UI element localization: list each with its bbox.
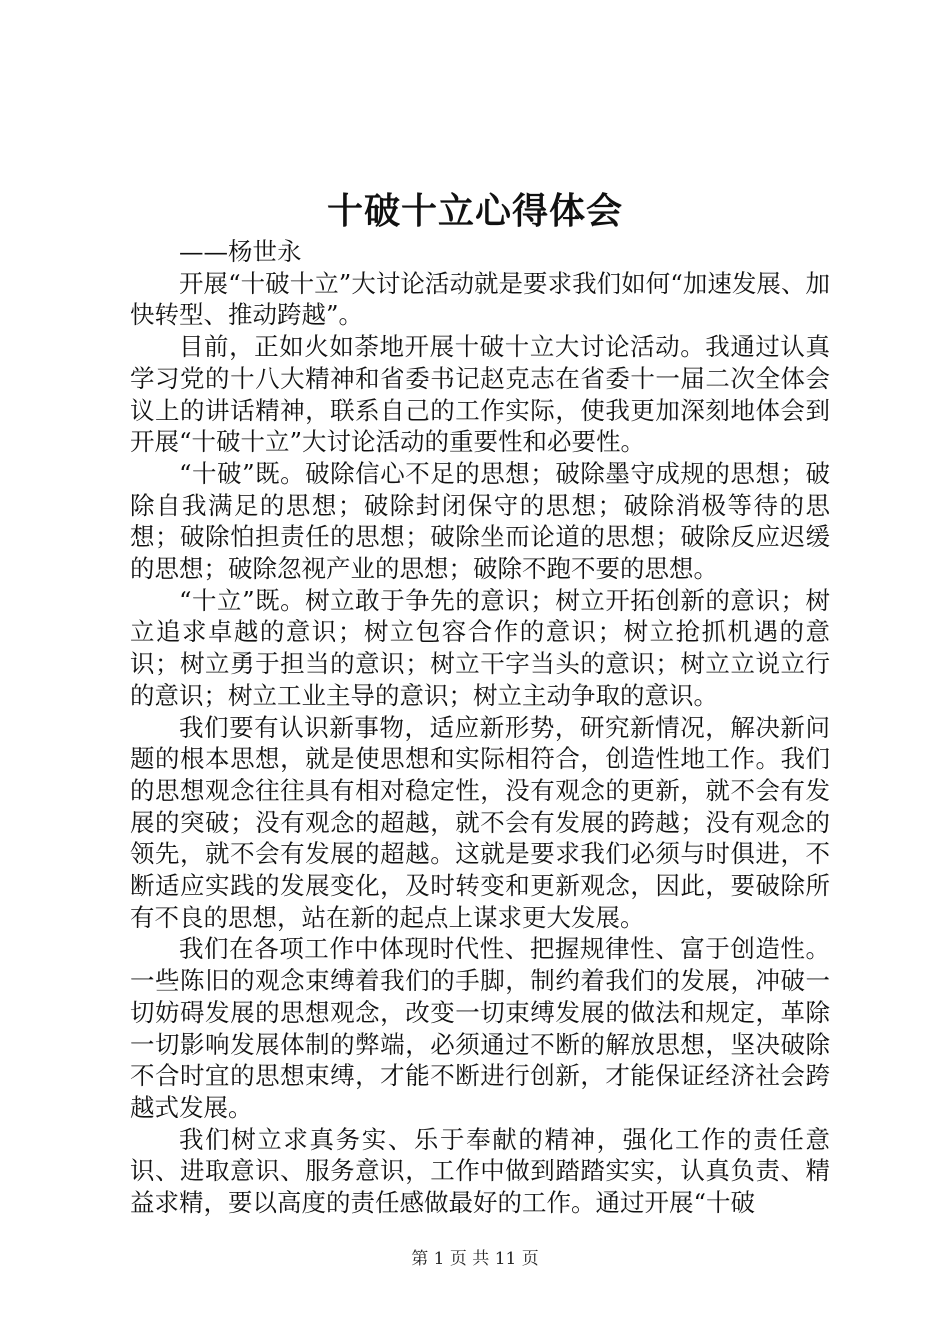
paragraph: 目前，正如火如荼地开展十破十立大讨论活动。我通过认真学习党的十八大精神和省委书记赵克志在省委十一届二次全体会议上的讲话精神，联系自己的工作实际，使我更加深刻地体会到开展“十破十立”大讨论活动的重要性和必要性。 — [130, 332, 830, 457]
author-line: ——杨世永 — [179, 237, 302, 266]
document-body — [130, 236, 830, 1219]
paragraph: 我们要有认识新事物，适应新形势，研究新情况，解决新问题的根本思想，就是使思想和实际相符合，创造性地工作。我们的思想观念往往具有相对稳定性，没有观念的更新，就不会有发展的突破；没有观念的超越，就不会有发展的跨越；没有观念的领先，就不会有发展的超越。这就是要求我们必须与时俱进，不断适应实践的发展变化，及时转变和更新观念，因此，要破除所有不良的思想，站在新的起点上谋求更大发展。 — [130, 712, 830, 932]
paragraph: 我们树立求真务实、乐于奉献的精神，强化工作的责任意识、进取意识、服务意识，工作中做到踏踏实实，认真负责、精益求精，要以高度的责任感做最好的工作。通过开展“十破 — [130, 1124, 830, 1218]
document-title: 十破十立心得体会 — [326, 190, 623, 232]
paragraph: 我们在各项工作中体现时代性、把握规律性、富于创造性。一些陈旧的观念束缚着我们的手脚，制约着我们的发展，冲破一切妨碍发展的思想观念，改变一切束缚发展的做法和规定，革除一切影响发展体制的弊端，必须通过不断的解放思想，坚决破除不合时宜的思想束缚，才能不断进行创新，才能保证经济社会跨越式发展。 — [130, 934, 830, 1122]
paragraph: “十破”既。破除信心不足的思想；破除墨守成规的思想；破除自我满足的思想；破除封闭保守的思想；破除消极等待的思想；破除怕担责任的思想；破除坐而论道的思想；破除反应迟缓的思想；破除忽视产业的思想；破除不跑不要的思想。 — [130, 458, 830, 584]
page-number-footer: 第 1 页 共 11 页 — [411, 1249, 539, 1269]
paragraph: “十立”既。树立敢于争先的意识；树立开拓创新的意识；树立追求卓越的意识；树立包容合作的意识；树立抢抓机遇的意识；树立勇于担当的意识；树立干字当头的意识；树立立说立行的意识；树立工业主导的意识；树立主动争取的意识。 — [130, 585, 830, 710]
paragraph: 开展“十破十立”大讨论活动就是要求我们如何“加速发展、加快转型、推动跨越”。 — [130, 268, 830, 330]
